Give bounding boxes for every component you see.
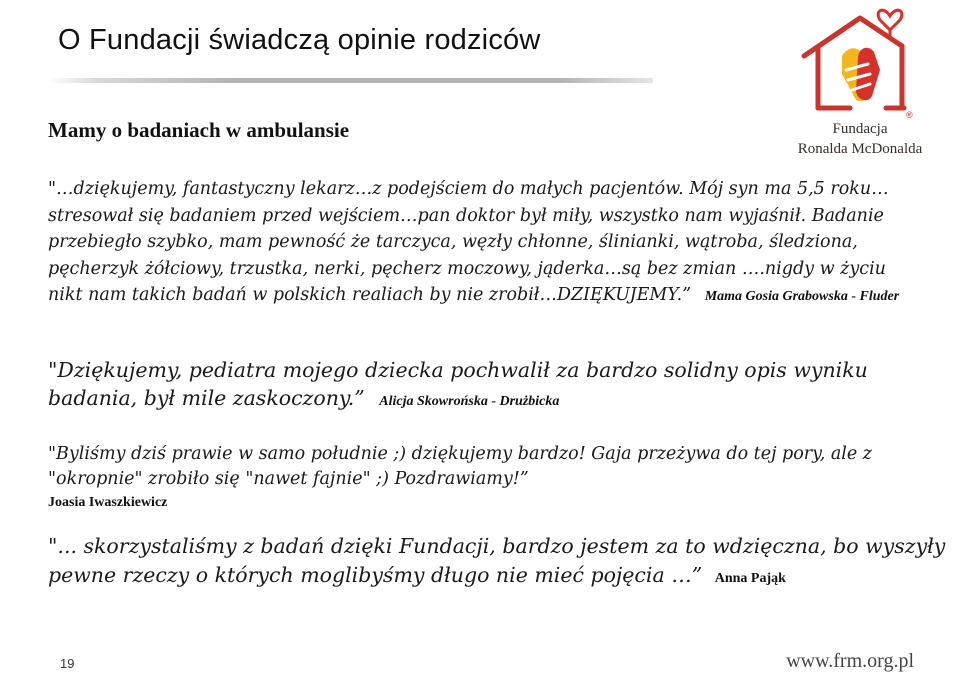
page-number: 19	[60, 656, 75, 671]
house-hands-logo-icon	[798, 0, 922, 120]
testimonial-quote-2	[48, 356, 928, 416]
logo-line-1: Fundacja	[832, 121, 888, 137]
section-heading: Mamy o badaniach w ambulansie	[48, 118, 350, 142]
slide-title: O Fundacji świadczą opinie rodziców	[58, 24, 541, 56]
quote-text: "... skorzystaliśmy z badań dzięki Fundacji, bardzo jestem za to wdzięczna, bo wyszyły pewne rzeczy o których moglibyśmy długo nie mieć pojęcia …”	[48, 534, 946, 587]
testimonial-quote-3	[48, 442, 928, 516]
testimonial-quote-4	[48, 532, 948, 593]
quote-text: "Byliśmy dziś prawie w samo południe ;) dziękujemy bardzo! Gaja przeżywa do tej pory, ale z "okropnie" zrobiło się "nawet fajnie" ;) Pozdrawiamy!”	[48, 444, 873, 489]
quote-text: "…dziękujemy, fantastyczny lekarz…z podejściem do małych pacjentów. Mój syn ma 5,5 roku…stresował się badaniem przed wejściem…pan doktor był miły, wszystko nam wyjaśnił. Badanie przebiegło szybko, mam pewność że tarczyca, węzły chłonne, ślinianki, wątroba, śledziona, pęcherzyk żółciowy, trzustka, nerki, pęcherz moczowy, jąderka…są bez zmian ….nigdy w życiu nikt nam takich badań w polskich realiach by nie zrobił…DZIĘKUJEMY.”	[48, 179, 889, 305]
title-underline	[48, 78, 653, 83]
quote-author: Joasia Iwaszkiewicz	[48, 495, 168, 510]
foundation-logo	[780, 0, 940, 165]
quote-text: "Dziękujemy, pediatra mojego dziecka pochwalił za bardzo solidny opis wyniku badania, był mile zaskoczony.”	[48, 358, 868, 410]
svg-text:®: ®	[906, 110, 913, 120]
quote-author: Anna Pająk	[714, 571, 786, 586]
quote-author: Alicja Skowrońska - Drużbicka	[379, 394, 560, 409]
quote-author: Mama Gosia Grabowska - Fluder	[704, 289, 900, 304]
footer-website: www.frm.org.pl	[786, 650, 914, 672]
testimonial-quote-1	[48, 176, 918, 311]
logo-line-2: Ronalda McDonalda	[797, 141, 923, 157]
